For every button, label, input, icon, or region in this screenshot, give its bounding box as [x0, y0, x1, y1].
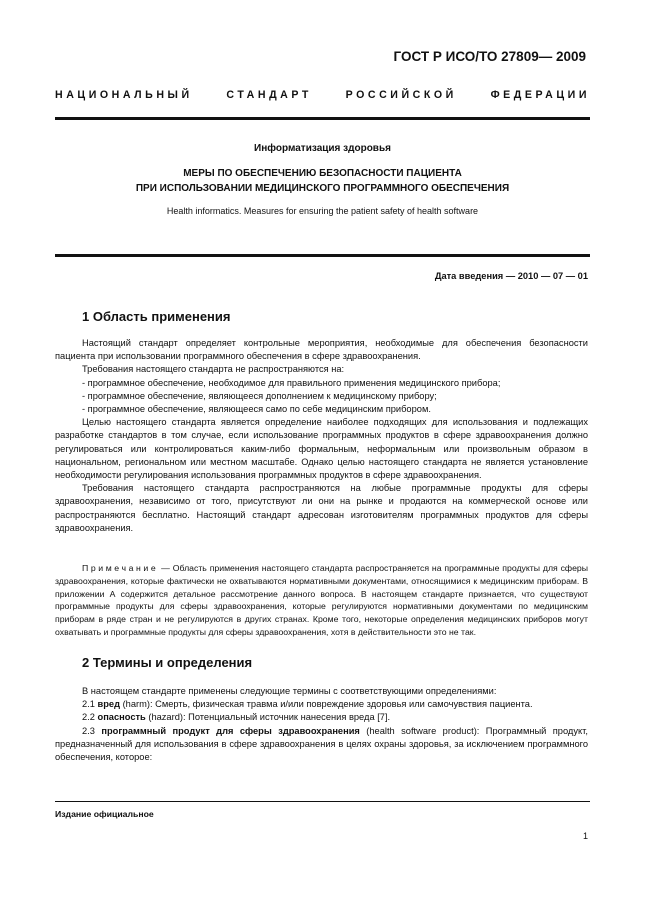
title-line-1: МЕРЫ ПО ОБЕСПЕЧЕНИЮ БЕЗОПАСНОСТИ ПАЦИЕНТА — [183, 168, 462, 179]
term-text: (hazard): Потенциальный источник нанесения вреда [7]. — [145, 712, 391, 723]
title-rule — [55, 254, 590, 257]
term-name: программный продукт для сферы здравоохранения — [101, 725, 360, 736]
term-name: опасность — [97, 712, 146, 723]
introduction-date — [435, 271, 588, 281]
list-item: - программное обеспечение, необходимое для правильного применения медицинского прибора; — [82, 377, 501, 388]
note-paragraph — [55, 562, 588, 639]
paragraph: Настоящий стандарт определяет контрольные мероприятия, необходимые для обеспечения безопасности пациента при использовании программного обеспечения в сфере здравоохранения. — [55, 338, 588, 362]
term-name: вред — [97, 699, 120, 710]
paragraph: Целью настоящего стандарта является определение наиболее подходящих для использования и подлежащих разработке стандартов в том случае, если использование программных продуктов в сфере здравоохранения должно регулироваться или контролироваться каким-либо формальным, неформальным или произвольным образом в национальном, региональном или местном масштабе. Однако целью настоящего стандарта не является установление необходимости регулирования использования программных продуктов в сфере здравоохранения. — [55, 417, 588, 481]
list-item: - программное обеспечение, являющееся само по себе медицинским прибором. — [82, 404, 431, 415]
term-definition — [55, 711, 588, 724]
paragraph: Требования настоящего стандарта распространяются на любые программные продукты для сферы здравоохранения, независимо от того, присутствуют ли они на рынке и продаются на коммерческой основе или распространяются бесплатно. Настоящий стандарт адресован изготовителям программных продуктов для сферы здравоохранения. — [55, 483, 588, 533]
section-1-body — [55, 337, 588, 535]
intro-date-label: Дата введения — [434, 271, 504, 281]
edition-label: Издание официальное — [55, 809, 154, 819]
note — [55, 562, 588, 639]
term-definition — [55, 725, 588, 765]
intro-date-value: — 2010 — 07 — 01 — [503, 271, 588, 281]
footer-rule — [55, 801, 590, 802]
term-number: 2.1 — [82, 699, 98, 710]
paragraph: Требования настоящего стандарта не распространяются на: — [82, 364, 345, 375]
note-text: — Область применения настоящего стандарта распространяется на программные продукты для сферы здравоохранения, которые фактически не охватываются нормативными документами, относящимися к медицинским приборам. В приложении А содержится детальное рассмотрение данного вопроса. В настоящем стандарте признается, что существуют программные продукты для сферы здравоохранения, которые регулируются нормативными документами по медицинским приборам в ряде стран и не регулируются в других странах. Кроме того, некоторые определения медицинских приборов могут охватывать и программные продукты для сферы здравоохранения, хотя в действительности это не так. — [55, 563, 588, 637]
list-item: - программное обеспечение, являющееся дополнением к медицинскому прибору; — [82, 390, 437, 401]
section-2-heading: 2 Термины и определения — [82, 655, 253, 670]
note-label: Примечание — [82, 563, 159, 573]
term-text: (harm): Смерть, физическая травма и/или повреждение здоровья или самочувствия пациента. — [119, 699, 533, 710]
section-1-heading: 1 Область применения — [82, 309, 231, 324]
document-title — [55, 166, 590, 196]
term-definition — [55, 698, 588, 711]
term-number: 2.2 — [82, 712, 98, 723]
subject-line: Информатизация здоровья — [254, 143, 391, 154]
document-code: ГОСТ Р ИСО/ТО 27809— 2009 — [393, 49, 586, 64]
page-number: 1 — [582, 831, 588, 841]
term-text: (health software product): Программный продукт, предназначенный для использования в сфере здравоохранения в целях охраны здоровья, за исключением программного обеспечения, которое: — [55, 725, 588, 763]
title-line-2: ПРИ ИСПОЛЬЗОВАНИИ МЕДИЦИНСКОГО ПРОГРАММНОГО ОБЕСПЕЧЕНИЯ — [135, 183, 510, 194]
header-rule — [55, 117, 590, 120]
term-number: 2.3 — [82, 725, 102, 736]
english-title: Health informatics. Measures for ensuring the patient safety of health software — [166, 206, 479, 216]
paragraph: В настоящем стандарте применены следующие термины с соответствующими определениями: — [82, 686, 497, 696]
section-2-body — [55, 685, 588, 764]
national-standard-banner: НАЦИОНАЛЬНЫЙ СТАНДАРТ РОССИЙСКОЙ ФЕДЕРАЦИИ — [55, 89, 590, 101]
